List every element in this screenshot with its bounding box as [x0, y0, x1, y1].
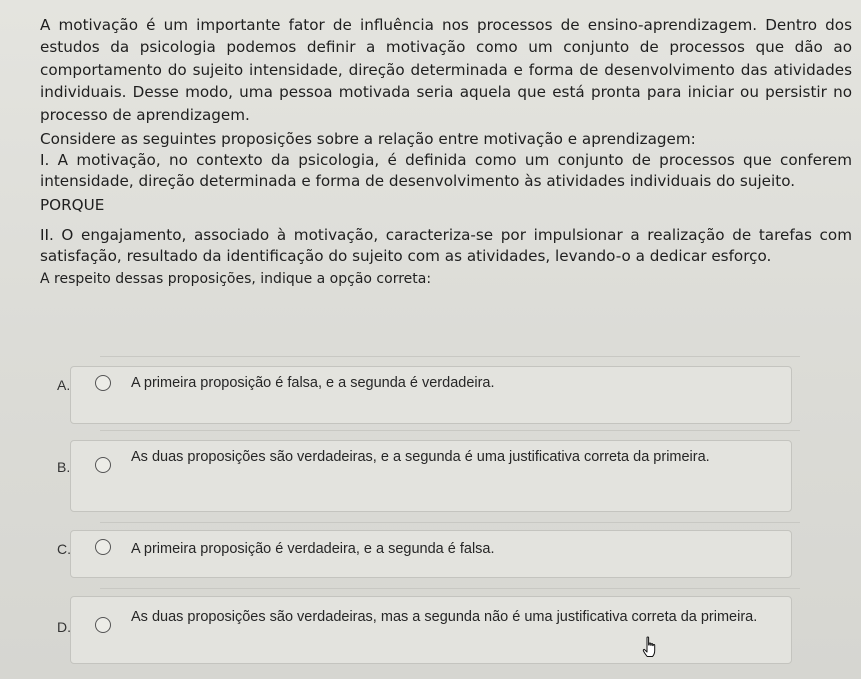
option-b[interactable] — [57, 440, 792, 512]
option-text: A primeira proposição é falsa, e a segunda é verdadeira. — [131, 375, 495, 391]
divider — [100, 588, 800, 589]
divider — [100, 356, 800, 357]
option-text: As duas proposições são verdadeiras, mas a segunda não é uma justificativa correta da primeira. — [131, 609, 758, 625]
option-letter: A. — [57, 377, 71, 393]
radio-circle-icon[interactable] — [95, 539, 111, 555]
porque-label: PORQUE — [40, 196, 105, 215]
option-a[interactable] — [57, 366, 792, 424]
option-letter: D. — [57, 619, 71, 635]
proposition-1: I. A motivação, no contexto da psicologia, é definida como um conjunto de processos que conferem intensidade, direção determinada e forma de desenvolvimento às atividades individuais do sujeito. — [40, 151, 852, 191]
option-letter: C. — [57, 541, 71, 557]
radio-circle-icon[interactable] — [95, 457, 111, 473]
hand-pointer-icon — [642, 636, 658, 658]
question-prompt: A respeito dessas proposições, indique a opção correta: — [40, 270, 432, 287]
divider — [100, 430, 800, 431]
option-d[interactable] — [57, 596, 792, 664]
question-consider: Considere as seguintes proposições sobre a relação entre motivação e aprendizagem: — [40, 130, 696, 149]
option-text: A primeira proposição é verdadeira, e a segunda é falsa. — [131, 541, 495, 557]
radio-circle-icon[interactable] — [95, 617, 111, 633]
divider — [100, 522, 800, 523]
proposition-2: II. O engajamento, associado à motivação, caracteriza-se por impulsionar a realização de tarefas com satisfação, resultado da identificação do sujeito com as atividades, levando-o a dedicar esforço. — [40, 225, 852, 265]
radio-circle-icon[interactable] — [95, 375, 111, 391]
question-intro: A motivação é um importante fator de influência nos processos de ensino-aprendizagem. Dentro dos estudos da psicologia podemos definir a motivação como um conjunto de processos que dão ao comportamento do sujeito intensidade, direção determinada e forma de desenvolvimento das atividades individuais. Desse modo, uma pessoa motivada seria aquela que está pronta para iniciar ou persistir no processo de aprendizagem. — [40, 16, 852, 124]
option-text: As duas proposições são verdadeiras, e a segunda é uma justificativa correta da primeira. — [131, 449, 710, 465]
option-letter: B. — [57, 459, 71, 475]
option-c[interactable] — [57, 530, 792, 578]
